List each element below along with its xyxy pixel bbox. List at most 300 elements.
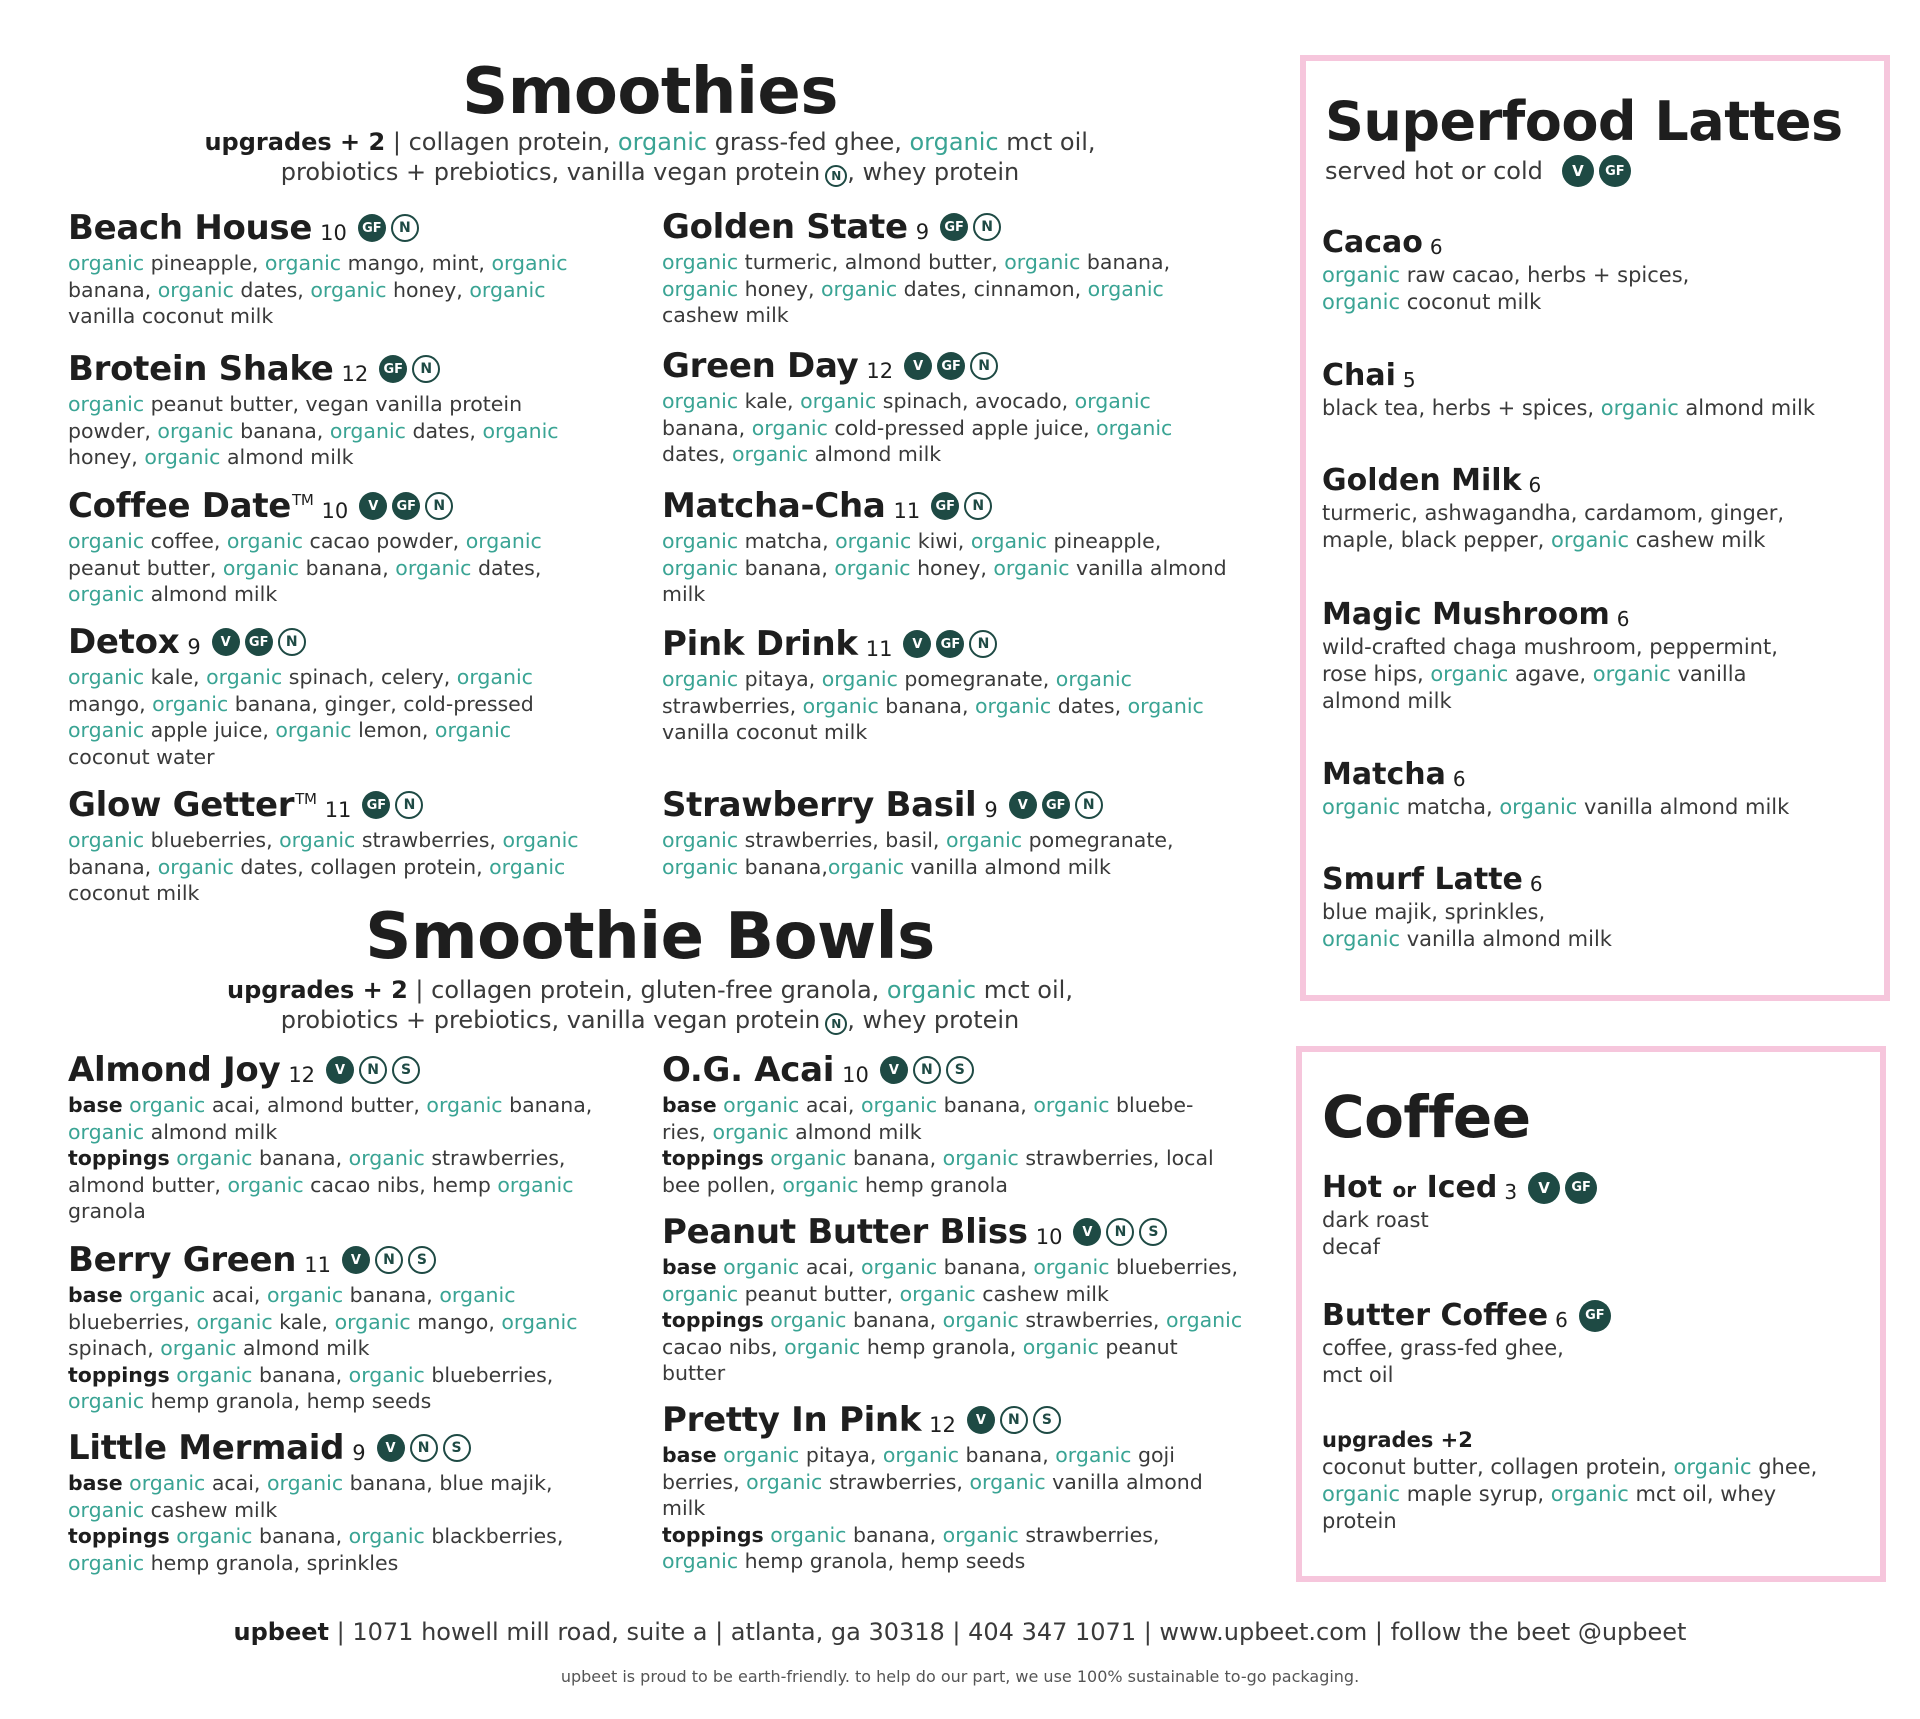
organic-label: organic <box>1673 1455 1752 1479</box>
description-text: vanilla almond milk <box>1400 927 1612 951</box>
organic-label: organic <box>157 418 234 443</box>
description-text: banana, <box>68 277 158 302</box>
organic-label: organic <box>770 1146 847 1170</box>
nut-badge: N <box>964 492 992 520</box>
description-text: kale, <box>272 1309 335 1334</box>
description-line <box>68 1388 628 1415</box>
footer-note: upbeet is proud to be earth-friendly. to help do our part, we use 100% sustainable to-go packaging. <box>560 1667 1360 1686</box>
description-text: banana, <box>252 1146 349 1170</box>
seed-badge: S <box>392 1056 420 1084</box>
item-price: 11 <box>304 1253 331 1277</box>
organic-label: organic <box>264 251 342 275</box>
description-text: ghee, <box>1751 1455 1818 1479</box>
gluten-free-badge: GF <box>1042 791 1070 819</box>
item-name: Pretty In Pink <box>662 1400 922 1440</box>
nut-badge: N <box>395 791 423 819</box>
organic-label: organic <box>770 1308 847 1332</box>
item-name: Coffee Date™ <box>68 486 314 526</box>
latte-price: 6 <box>1529 871 1543 896</box>
organic-label: organic <box>1033 1255 1110 1279</box>
bowls-upgrades: upgrades + 2 | collagen protein, gluten-free granola, organic mct oil, probiotics + prebiotics, vanilla vegan protein N , whey protein <box>227 976 1073 1034</box>
item-description <box>68 528 628 608</box>
description-text: honey, <box>386 277 470 302</box>
item-description <box>68 1282 628 1415</box>
organic-label: organic <box>196 1309 273 1334</box>
description-text: cashew milk <box>144 1497 278 1522</box>
organic-label: organic <box>662 667 739 691</box>
gluten-free-badge: GF <box>392 492 420 520</box>
description-text: coconut water <box>68 744 215 769</box>
description-text: dates, <box>471 555 542 580</box>
description-text: vanilla almond milk <box>1577 795 1790 819</box>
latte-description <box>1322 794 1842 821</box>
coffee-upgrades-description <box>1322 1454 1842 1535</box>
description-line <box>662 693 1222 720</box>
coffee-hot-description: dark roast decaf <box>1322 1208 1429 1259</box>
seed-badge: S <box>1033 1406 1061 1434</box>
nut-badge: N <box>410 1434 438 1462</box>
description-line <box>68 250 628 277</box>
item-description <box>662 1092 1222 1198</box>
lattes-subtitle: served hot or cold V GF <box>1325 155 1631 187</box>
organic-label: organic <box>1322 1482 1401 1506</box>
description-line <box>68 1092 628 1119</box>
organic-label: organic <box>68 392 145 416</box>
menu-item-glow-getter <box>68 785 628 907</box>
menu-item-golden-state <box>662 207 1222 329</box>
nut-badge: N <box>1106 1218 1134 1246</box>
organic-label: organic <box>1430 662 1509 686</box>
item-price: 12 <box>929 1413 956 1437</box>
description-text: banana, <box>846 1308 943 1332</box>
organic-label: organic <box>491 251 568 275</box>
latte-item-smurf-latte <box>1322 862 1842 953</box>
description-text: peanut butter, <box>68 555 223 580</box>
description-line <box>662 1172 1222 1199</box>
item-description <box>662 1442 1222 1575</box>
description-text: banana, <box>662 415 752 440</box>
item-price: 9 <box>984 798 998 822</box>
description-text: almond milk <box>220 445 354 469</box>
coffee-hot-name: Hot or Iced <box>1322 1170 1498 1205</box>
latte-price: 5 <box>1402 367 1416 392</box>
item-price: 11 <box>893 499 921 523</box>
section-label: base <box>662 1443 717 1467</box>
description-text: almond butter, <box>68 1172 228 1197</box>
description-line <box>68 1335 628 1362</box>
organic-label: organic <box>1322 290 1401 314</box>
section-label: base <box>662 1093 717 1117</box>
description-line <box>68 854 628 881</box>
description-text: banana, <box>878 693 976 718</box>
latte-description <box>1322 262 1842 316</box>
description-text: almond milk <box>144 582 278 606</box>
organic-label: organic <box>834 555 911 580</box>
organic-label: organic <box>827 854 905 879</box>
description-text: kale, <box>144 665 207 689</box>
description-text: almond milk <box>1322 689 1452 713</box>
organic-label: organic <box>502 828 579 852</box>
gluten-free-badge: GF <box>940 213 968 241</box>
item-name: Brotein Shake <box>68 349 334 389</box>
coffee-upgrades-label: upgrades +2 <box>1322 1428 1473 1452</box>
description-text: cashew milk <box>1629 528 1766 552</box>
description-text: coconut milk <box>1400 290 1542 314</box>
description-text: vanilla almond <box>1069 555 1227 580</box>
description-text: hemp granola, hemp seeds <box>144 1389 432 1413</box>
organic-label: organic <box>465 529 542 553</box>
vegan-badge: V <box>212 628 240 656</box>
gluten-free-badge: GF <box>931 492 959 520</box>
organic-label: organic <box>820 276 898 301</box>
description-line <box>662 1119 1222 1146</box>
item-price: 9 <box>352 1441 366 1465</box>
description-text: milk <box>662 582 706 606</box>
organic-label: organic <box>1600 396 1679 420</box>
description-line <box>662 1360 1222 1387</box>
description-line <box>662 302 1222 329</box>
description-text: cold-pressed apple juice, <box>827 415 1097 440</box>
menu-item-detox <box>68 622 628 770</box>
nut-badge: N <box>375 1246 403 1274</box>
vegan-badge: V <box>903 630 931 658</box>
organic-label: organic <box>899 1281 976 1306</box>
description-line <box>1322 688 1842 715</box>
nut-badge: N <box>391 214 419 242</box>
menu-item-matcha-cha <box>662 486 1227 608</box>
description-text: cacao nibs, <box>662 1334 785 1359</box>
organic-label: organic <box>770 1522 847 1547</box>
organic-label: organic <box>662 555 739 580</box>
organic-label: organic <box>206 665 283 689</box>
description-line <box>68 717 628 744</box>
item-price: 10 <box>321 499 349 523</box>
section-label: toppings <box>662 1522 764 1547</box>
description-text: bee pollen, <box>662 1172 783 1197</box>
vegan-badge: V <box>880 1056 908 1084</box>
description-text: blue majik, sprinkles, <box>1322 900 1546 924</box>
description-line <box>662 1334 1222 1361</box>
coffee-upgrades <box>1322 1428 1842 1535</box>
menu-item-little-mermaid <box>68 1428 628 1576</box>
latte-item-magic-mushroom <box>1322 597 1842 715</box>
description-text: banana, <box>68 854 158 879</box>
description-text: strawberries, <box>1018 1308 1166 1332</box>
description-text: hemp granola, hemp seeds <box>738 1549 1026 1573</box>
butter-coffee-description: coffee, grass-fed ghee, mct oil <box>1322 1336 1564 1387</box>
description-text: mango, mint, <box>341 251 492 275</box>
description-line <box>68 528 628 555</box>
organic-label: organic <box>434 718 512 742</box>
description-text: strawberries, <box>424 1146 566 1170</box>
organic-label: organic <box>860 1255 938 1279</box>
item-description <box>68 1470 628 1576</box>
description-line <box>662 854 1222 881</box>
nut-badge: N <box>278 628 306 656</box>
smoothies-upgrades: upgrades + 2 | collagen protein, organic grass-fed ghee, organic mct oil, probiotics + prebiotics, vanilla vegan protein N , whey protein <box>204 128 1096 186</box>
organic-label: organic <box>1074 389 1151 413</box>
description-text: blackberries, <box>424 1524 564 1548</box>
description-line <box>662 276 1222 303</box>
description-text: bluebe- <box>1109 1093 1194 1117</box>
description-line <box>68 1309 628 1336</box>
coffee-item-butter <box>1322 1298 1842 1389</box>
organic-label: organic <box>662 250 739 274</box>
organic-label: organic <box>821 667 898 691</box>
description-text: almond milk <box>236 1336 370 1360</box>
gluten-free-badge: GF <box>1565 1172 1597 1204</box>
description-text: banana, <box>959 1443 1056 1467</box>
description-line <box>662 1281 1222 1308</box>
organic-label: organic <box>501 1309 578 1334</box>
item-description <box>662 827 1222 880</box>
organic-label: organic <box>439 1283 516 1307</box>
organic-label: organic <box>662 529 739 553</box>
description-text: milk <box>662 1496 706 1520</box>
item-description <box>662 1254 1243 1387</box>
latte-item-golden-milk <box>1322 463 1842 554</box>
organic-label: organic <box>68 1497 145 1522</box>
latte-name: Matcha <box>1322 757 1446 792</box>
description-text: mct oil, whey <box>1628 1482 1777 1506</box>
description-line <box>1322 395 1842 422</box>
butter-coffee-price: 6 <box>1555 1307 1568 1332</box>
organic-label: organic <box>1322 927 1401 951</box>
seed-badge: S <box>1139 1218 1167 1246</box>
description-text: blueberries, <box>1109 1255 1238 1279</box>
organic-label: organic <box>310 277 387 302</box>
description-text: banana, <box>343 1283 440 1307</box>
description-line <box>68 1198 628 1225</box>
description-line <box>1322 661 1842 688</box>
vegan-badge: V <box>359 492 387 520</box>
description-line <box>68 1362 628 1389</box>
organic-label: organic <box>662 276 739 301</box>
item-description <box>662 666 1222 746</box>
description-text: raw cacao, herbs + spices, <box>1400 263 1690 287</box>
description-line <box>662 441 1222 468</box>
description-line <box>68 664 628 691</box>
description-line <box>662 555 1227 582</box>
description-text: pomegranate, <box>1022 828 1174 852</box>
description-text: maple syrup, <box>1400 1482 1551 1506</box>
menu-item-berry-green <box>68 1240 628 1415</box>
description-text: almond milk <box>788 1119 922 1144</box>
description-text: rose hips, <box>1322 662 1431 686</box>
description-text: berries, <box>662 1469 747 1494</box>
description-text: protein <box>1322 1509 1397 1533</box>
organic-label: organic <box>68 582 145 606</box>
description-line <box>662 719 1222 746</box>
item-description <box>68 664 628 770</box>
latte-description <box>1322 395 1842 422</box>
description-text: powder, <box>68 418 158 443</box>
menu-item-o-g-acai <box>662 1050 1222 1198</box>
description-line <box>662 1145 1222 1172</box>
vegan-badge: V <box>1562 155 1594 187</box>
menu-item-pink-drink <box>662 624 1222 746</box>
organic-label: organic <box>835 529 912 553</box>
menu-item-brotein-shake <box>68 349 628 471</box>
description-text: turmeric, ashwagandha, cardamom, ginger, <box>1322 501 1785 525</box>
description-text: strawberries, local <box>1018 1146 1214 1170</box>
latte-description <box>1322 899 1842 953</box>
organic-label: organic <box>784 1334 861 1359</box>
vegan-badge: V <box>1009 791 1037 819</box>
description-line <box>1322 262 1842 289</box>
description-line <box>68 691 628 718</box>
section-label: base <box>68 1471 123 1495</box>
organic-label: organic <box>152 691 229 716</box>
organic-label: organic <box>782 1172 859 1197</box>
organic-label: organic <box>942 1522 1019 1547</box>
item-name: Almond Joy <box>68 1050 281 1090</box>
organic-label: organic <box>993 555 1070 580</box>
organic-label: organic <box>800 389 877 413</box>
menu-item-strawberry-basil <box>662 785 1222 880</box>
organic-label: organic <box>68 718 145 742</box>
item-name: Strawberry Basil <box>662 785 977 825</box>
item-name: Green Day <box>662 346 859 386</box>
description-text: mango, <box>410 1309 502 1334</box>
description-line <box>662 528 1222 555</box>
description-text: banana, <box>738 555 835 580</box>
section-label: base <box>68 1283 123 1307</box>
organic-label: organic <box>456 665 533 689</box>
menu-item-coffee-date <box>68 486 628 608</box>
description-text: lemon, <box>351 718 435 742</box>
organic-label: organic <box>860 1093 938 1117</box>
description-text: turmeric, almond butter, <box>738 250 1005 274</box>
item-description <box>662 388 1222 468</box>
description-text: cashew milk <box>662 303 789 327</box>
footer-info <box>0 1618 1920 1646</box>
nut-badge: N <box>913 1056 941 1084</box>
menu-item-peanut-butter-bliss <box>662 1212 1243 1387</box>
organic-label: organic <box>662 828 739 852</box>
organic-label: organic <box>723 1093 800 1117</box>
description-text: banana, <box>502 1093 593 1117</box>
description-text: acai, <box>799 1255 861 1279</box>
coffee-hot-price: 3 <box>1504 1179 1518 1204</box>
description-text: hemp granola, sprinkles <box>144 1550 399 1575</box>
latte-item-chai <box>1322 358 1842 422</box>
item-name: Peanut Butter Bliss <box>662 1212 1028 1252</box>
description-text: peanut butter, <box>738 1281 900 1306</box>
organic-label: organic <box>266 1283 344 1307</box>
item-price: 12 <box>341 362 369 386</box>
description-text: spinach, <box>68 1336 161 1360</box>
organic-label: organic <box>746 1469 823 1494</box>
description-line <box>68 827 628 854</box>
organic-label: organic <box>129 1283 206 1307</box>
description-line <box>662 1254 1238 1281</box>
organic-label: organic <box>348 1146 425 1170</box>
organic-label: organic <box>157 854 234 879</box>
description-text: honey, <box>910 555 994 580</box>
description-line <box>662 666 1222 693</box>
description-text: pomegranate, <box>897 667 1056 691</box>
description-text: banana, blue majik, <box>343 1471 553 1495</box>
description-text: black tea, herbs + spices, <box>1322 396 1601 420</box>
nut-badge: N <box>425 492 453 520</box>
section-label: toppings <box>662 1308 764 1332</box>
organic-label: organic <box>1033 1093 1110 1117</box>
organic-label: organic <box>1055 667 1132 691</box>
description-text: granola <box>68 1199 146 1223</box>
description-line <box>662 1307 1243 1334</box>
description-line <box>1322 1454 1842 1481</box>
nut-badge: N <box>970 352 998 380</box>
description-text: blueberries, <box>68 1309 197 1334</box>
description-text: pitaya, <box>799 1443 883 1467</box>
section-label: base <box>68 1093 123 1117</box>
item-price: 9 <box>187 635 201 659</box>
nut-badge: N <box>969 630 997 658</box>
description-text: strawberries, <box>1018 1522 1160 1547</box>
trademark-mark: TM <box>292 490 314 509</box>
description-text: banana, <box>846 1146 943 1170</box>
description-text: vanilla almond milk <box>904 854 1111 879</box>
bowls-title: Smoothie Bowls <box>365 900 935 974</box>
organic-label: organic <box>1322 795 1401 819</box>
item-price: 10 <box>842 1063 869 1087</box>
latte-description <box>1322 634 1842 715</box>
description-text: banana, <box>252 1524 349 1548</box>
description-line <box>1322 926 1842 953</box>
description-line <box>68 1470 628 1497</box>
organic-label: organic <box>266 1471 344 1495</box>
organic-label: organic <box>970 529 1047 553</box>
section-label: toppings <box>68 1362 170 1387</box>
description-text: almond milk <box>144 1119 278 1144</box>
organic-label: organic <box>969 1469 1046 1494</box>
organic-label: organic <box>1550 1482 1629 1506</box>
description-text: spinach, avocado, <box>876 389 1075 413</box>
seed-badge: S <box>443 1434 471 1462</box>
item-name: Glow Getter™ <box>68 785 317 825</box>
description-line <box>662 1495 1222 1522</box>
description-text: banana, <box>738 854 828 879</box>
organic-label: organic <box>68 1550 145 1575</box>
organic-label: organic <box>1087 276 1164 301</box>
organic-label: organic <box>68 1389 145 1413</box>
description-text: goji <box>1131 1443 1175 1467</box>
gluten-free-badge: GF <box>1579 1300 1611 1332</box>
organic-label: organic <box>723 1255 800 1279</box>
seed-badge: S <box>408 1246 436 1274</box>
organic-label: organic <box>802 693 879 718</box>
description-line <box>68 1172 628 1199</box>
organic-label: organic <box>1165 1308 1243 1332</box>
description-line <box>68 1550 628 1577</box>
description-text: strawberries, <box>662 693 803 718</box>
description-text: dates, cinnamon, <box>897 276 1088 301</box>
description-text: acai, <box>205 1471 267 1495</box>
organic-label: organic <box>226 529 304 553</box>
item-description <box>662 249 1222 329</box>
organic-label: organic <box>68 665 145 689</box>
latte-item-matcha <box>1322 757 1842 821</box>
description-line <box>68 1145 628 1172</box>
organic-label: organic <box>1592 662 1671 686</box>
nut-badge: N <box>359 1056 387 1084</box>
latte-name: Magic Mushroom <box>1322 597 1610 632</box>
description-text: dates, collagen protein, <box>233 854 490 879</box>
description-text: matcha, <box>738 529 836 553</box>
organic-label: organic <box>723 1443 800 1467</box>
organic-label: organic <box>731 442 809 466</box>
